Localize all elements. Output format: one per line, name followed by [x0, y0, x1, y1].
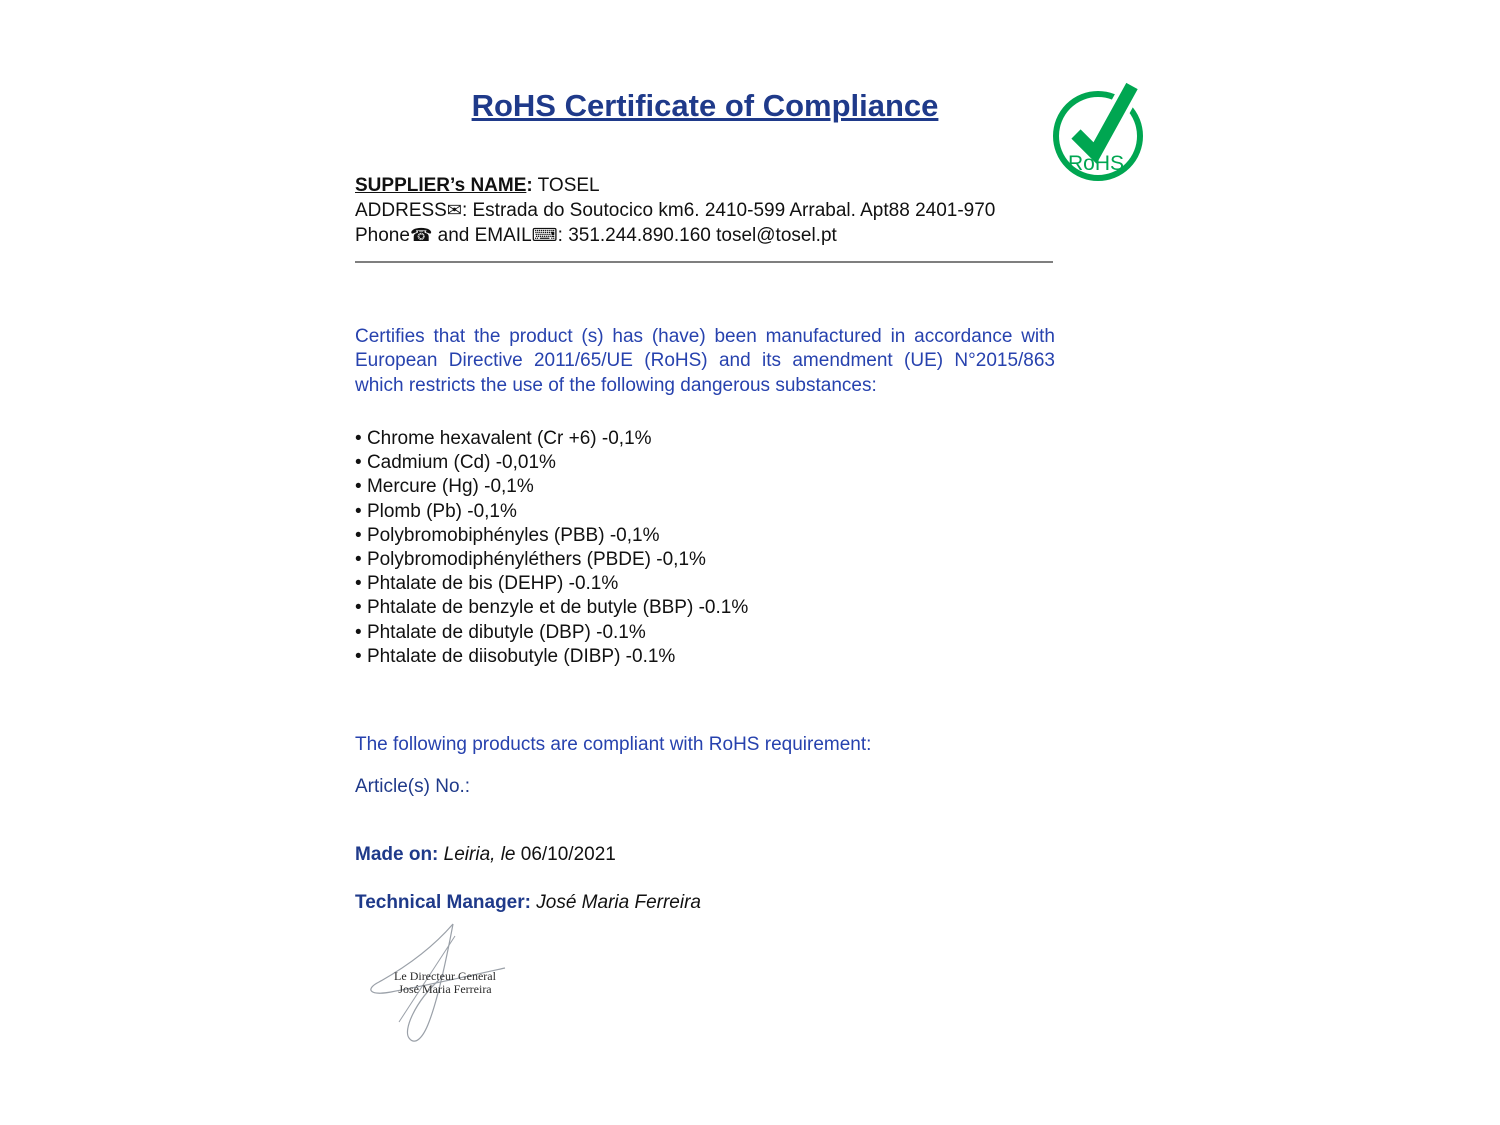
- list-item: • Plomb (Pb) -0,1%: [355, 500, 1075, 524]
- signature-block: [355, 922, 535, 1057]
- envelope-icon: ✉: [446, 200, 462, 220]
- supplier-address-line: [355, 198, 1075, 223]
- list-item: • Polybromobiphényles (PBB) -0,1%: [355, 524, 1075, 548]
- signature-line1: Le Directeur General: [394, 969, 496, 983]
- list-item: • Mercure (Hg) -0,1%: [355, 475, 1075, 499]
- substances-list: [355, 427, 1075, 669]
- horizontal-divider: [355, 261, 1053, 263]
- contact-value: : 351.244.890.160 tosel@tosel.pt: [557, 225, 837, 246]
- compliance-statement: The following products are compliant with RoHS requirement:: [355, 734, 872, 755]
- technical-manager-name: José Maria Ferreira: [530, 892, 701, 913]
- made-on-label: Made on:: [355, 844, 439, 865]
- technical-manager-line: [355, 892, 1075, 914]
- supplier-name-label: SUPPLIER’s NAME: [355, 175, 527, 196]
- list-item: • Phtalate de diisobutyle (DIBP) -0.1%: [355, 645, 1075, 669]
- keyboard-icon: ⌨: [531, 225, 558, 245]
- phone-label: Phone: [355, 225, 410, 246]
- signature-text: [355, 970, 535, 996]
- supplier-name-colon: :: [526, 175, 533, 196]
- supplier-block: [355, 174, 1075, 248]
- email-label: and EMAIL: [432, 225, 532, 246]
- rohs-logo-label: RoHS: [1067, 152, 1125, 175]
- list-item: • Phtalate de dibutyle (DBP) -0.1%: [355, 621, 1075, 645]
- made-on-date: 06/10/2021: [520, 844, 616, 865]
- list-item: • Phtalate de benzyle et de butyle (BBP) -0.1%: [355, 596, 1075, 620]
- made-on-place: Leiria, le: [438, 844, 521, 865]
- certification-statement: Certifies that the product (s) has (have) been manufactured in accordance with European Directive 2011/65/UE (RoHS) and its amendment (UE) N°2015/863 which restricts the use of the following dangerous substances:: [355, 326, 1055, 396]
- technical-manager-label: Technical Manager:: [355, 892, 531, 913]
- supplier-name-value: TOSEL: [532, 175, 600, 196]
- document-title: RoHS Certificate of Compliance: [471, 88, 939, 123]
- supplier-name-line: [355, 174, 1075, 198]
- supplier-contact-line: [355, 223, 1075, 248]
- made-on-line: [355, 844, 1075, 866]
- list-item: • Chrome hexavalent (Cr +6) -0,1%: [355, 427, 1075, 451]
- address-label: ADDRESS: [355, 200, 447, 221]
- list-item: • Cadmium (Cd) -0,01%: [355, 451, 1075, 475]
- list-item: • Polybromodiphényléthers (PBDE) -0,1%: [355, 548, 1075, 572]
- list-item: • Phtalate de bis (DEHP) -0.1%: [355, 572, 1075, 596]
- article-number-label: Article(s) No.:: [355, 776, 471, 797]
- phone-icon: ☎: [409, 225, 433, 245]
- signature-line2: José Maria Ferreira: [398, 982, 492, 996]
- address-value: : Estrada do Soutocico km6. 2410-599 Arrabal. Apt88 2401-970: [461, 200, 996, 221]
